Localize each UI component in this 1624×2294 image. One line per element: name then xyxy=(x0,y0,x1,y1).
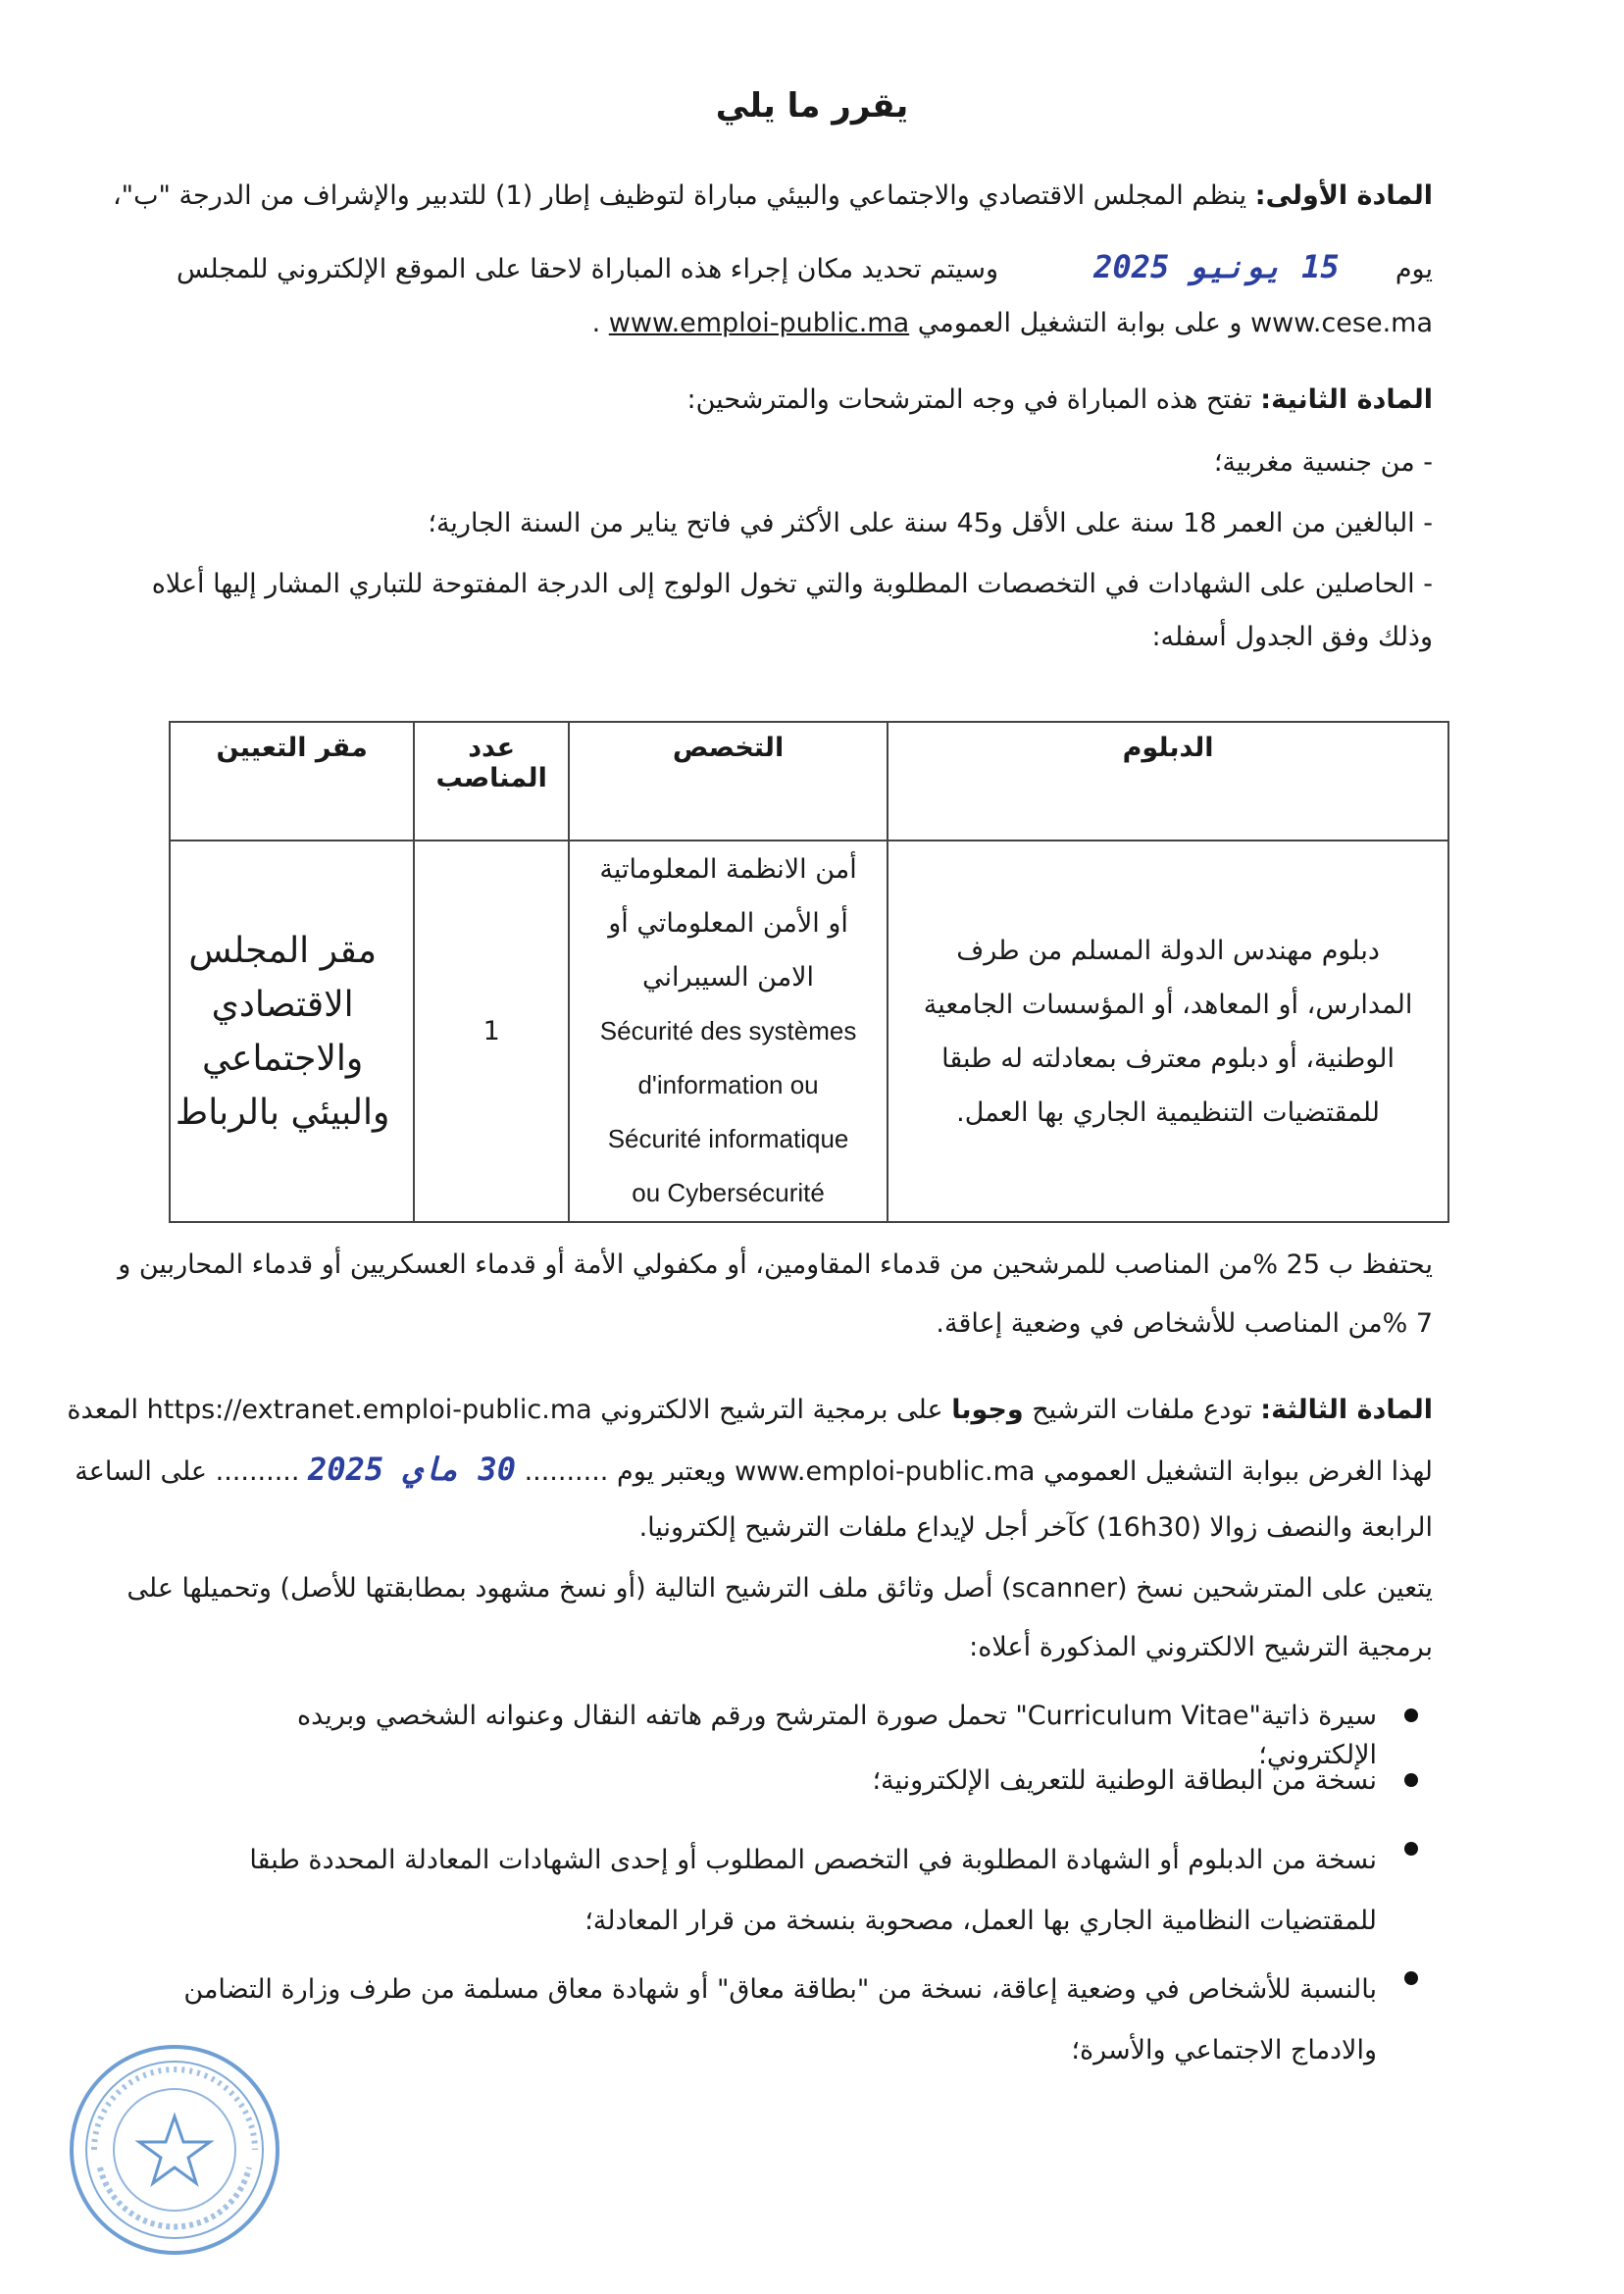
extranet-link[interactable]: https://extranet.emploi-public.ma xyxy=(146,1395,592,1425)
article3-line3: الرابعة والنصف زوالا (16h30) كآخر أجل لإيداع ملفات الترشيح إلكترونيا. xyxy=(638,1512,1433,1543)
emploi-public-link[interactable]: www.emploi-public.ma xyxy=(608,308,910,338)
handwritten-deadline: 30 ماي 2025 xyxy=(308,1451,516,1488)
bullet-icon xyxy=(1404,1708,1418,1722)
condition-diploma: - الحاصلين على الشهادات في التخصصات المطلوبة والتي تخول الولوج إلى الدرجة المفتوحة للتباري المشار إليها أعلاه xyxy=(151,569,1433,599)
header-specialty: التخصص xyxy=(569,722,888,841)
list-item xyxy=(177,1830,1377,1952)
article3-text2c: على الساعة xyxy=(75,1456,208,1487)
cell-diploma: دبلوم مهندس الدولة المسلم من طرف المدارس، أو المعاهد، أو المؤسسات الجامعية الوطنية، أو دبلوم معترف بمعادلته له طبقا للمقتضيات التنظيمية الجاري بها العمل. xyxy=(888,841,1448,1222)
document-diploma: نسخة من الدبلوم أو الشهادة المطلوبة في التخصص المطلوب أو إحدى الشهادات المعادلة المحددة طبقا للمقتضيات النظامية الجاري بها العمل، مصحوبة بنسخة من قرار المعادلة؛ xyxy=(249,1845,1377,1936)
cell-count: 1 xyxy=(414,841,569,1222)
article3-text1a: تودع ملفات الترشيح xyxy=(1032,1395,1252,1425)
article1-label: المادة الأولى: xyxy=(1254,180,1433,211)
bullet-icon xyxy=(1404,1842,1418,1856)
article1-text3: و على بوابة التشغيل العمومي xyxy=(917,308,1243,338)
quota-line1: يحتفظ ب 25 %من المناصب للمرشحين من قدماء المقاومين، أو مكفولي الأمة أو قدماء العسكريين أو قدماء المحاربين و xyxy=(118,1249,1433,1280)
table-header-row xyxy=(170,722,1448,841)
cell-seat: مقر المجلس الاقتصادي والاجتماعي والبيئي بالرباط xyxy=(170,841,414,1222)
docs-intro-1: يتعين على المترشحين نسخ (scanner) أصل وثائق ملف الترشيح التالية (أو نسخ مشهود بمطابقتها للأصل) وتحميلها على xyxy=(127,1573,1433,1604)
article3-line2: لهذا الغرض ببوابة التشغيل العمومي www.emploi-public.ma ويعتبر يوم .......... 30 ماي 2025 .......... على الساعة xyxy=(75,1451,1433,1488)
article1-end: . xyxy=(591,308,601,338)
article1-line2 xyxy=(177,247,1433,289)
list-item xyxy=(177,1761,1377,1801)
article1-line3 xyxy=(177,304,1433,343)
article2-label: المادة الثانية: xyxy=(1260,384,1433,415)
table-row xyxy=(170,841,1448,1222)
specialty-arabic: أمن الانظمة المعلوماتية أو الأمن المعلوماتي أو الامن السيبراني xyxy=(599,854,857,993)
article3-text2a: لهذا الغرض ببوابة التشغيل العمومي xyxy=(1043,1456,1433,1487)
official-stamp-icon xyxy=(65,2040,285,2261)
article3-text1b: على برمجية الترشيح الالكتروني xyxy=(600,1395,943,1425)
document-cv: سيرة ذاتية"Curriculum Vitae" تحمل صورة المترشح ورقم هاتفه النقال وعنوانه الشخصي وبريده الإلكتروني؛ xyxy=(296,1701,1377,1770)
quota-line2: 7 %من المناصب للأشخاص في وضعية إعاقة. xyxy=(936,1308,1433,1339)
positions-table xyxy=(169,721,1449,1223)
list-item xyxy=(177,1960,1377,2081)
header-seat: مقر التعيين xyxy=(170,722,414,841)
docs-intro-2: برمجية الترشيح الالكتروني المذكورة أعلاه: xyxy=(969,1632,1433,1662)
document-id-card: نسخة من البطاقة الوطنية للتعريف الإلكترونية؛ xyxy=(872,1765,1377,1796)
article3-text2b: ويعتبر يوم xyxy=(616,1456,727,1487)
article1-text1: ينظم المجلس الاقتصادي والاجتماعي والبيئي مباراة لتوظيف إطار (1) للتدبير والإشراف من الدرجة "ب"، xyxy=(112,180,1247,211)
cese-site-link[interactable]: www.cese.ma xyxy=(1250,308,1433,338)
header-count: عدد المناصب xyxy=(414,722,569,841)
article1-text2: وسيتم تحديد مكان إجراء هذه المباراة لاحقا على الموقع الإلكتروني للمجلس xyxy=(176,254,998,284)
bullet-icon xyxy=(1404,1971,1418,1985)
page-title: يقرر ما يلي xyxy=(715,86,909,126)
article2-intro: تفتح هذه المباراة في وجه المترشحات والمترشحين: xyxy=(686,384,1252,415)
bullet-icon xyxy=(1404,1773,1418,1787)
article3-mandatory: وجوبا xyxy=(951,1395,1024,1425)
document-disability: بالنسبة للأشخاص في وضعية إعاقة، نسخة من "بطاقة معاق" أو شهادة معاق مسلمة من طرف وزارة التضامن والادماج الاجتماعي والأسرة؛ xyxy=(183,1974,1377,2065)
specialty-french: Sécurité des systèmes d'information ou Sécurité informatique ou Cybersécurité xyxy=(599,1016,857,1207)
article1-line1 xyxy=(112,177,1433,216)
condition-nationality: - من جنسية مغربية؛ xyxy=(1213,447,1433,478)
article2-line1 xyxy=(177,381,1433,420)
handwritten-exam-date: 15 يونيو 2025 xyxy=(1093,248,1340,285)
condition-age: - البالغين من العمر 18 سنة على الأقل و45 سنة على الأكثر في فاتح يناير من السنة الجارية؛ xyxy=(428,508,1433,538)
article3-label: المادة الثالثة: xyxy=(1260,1395,1433,1425)
article3-line1 xyxy=(67,1391,1433,1430)
header-diploma: الدبلوم xyxy=(888,722,1448,841)
cell-specialty xyxy=(569,841,888,1222)
condition-table-ref: وذلك وفق الجدول أسفله: xyxy=(1151,622,1433,652)
article1-day-label: يوم xyxy=(1395,254,1433,284)
article3-text1c: المعدة xyxy=(67,1395,139,1425)
emploi-public-link-2[interactable]: www.emploi-public.ma xyxy=(735,1456,1036,1487)
